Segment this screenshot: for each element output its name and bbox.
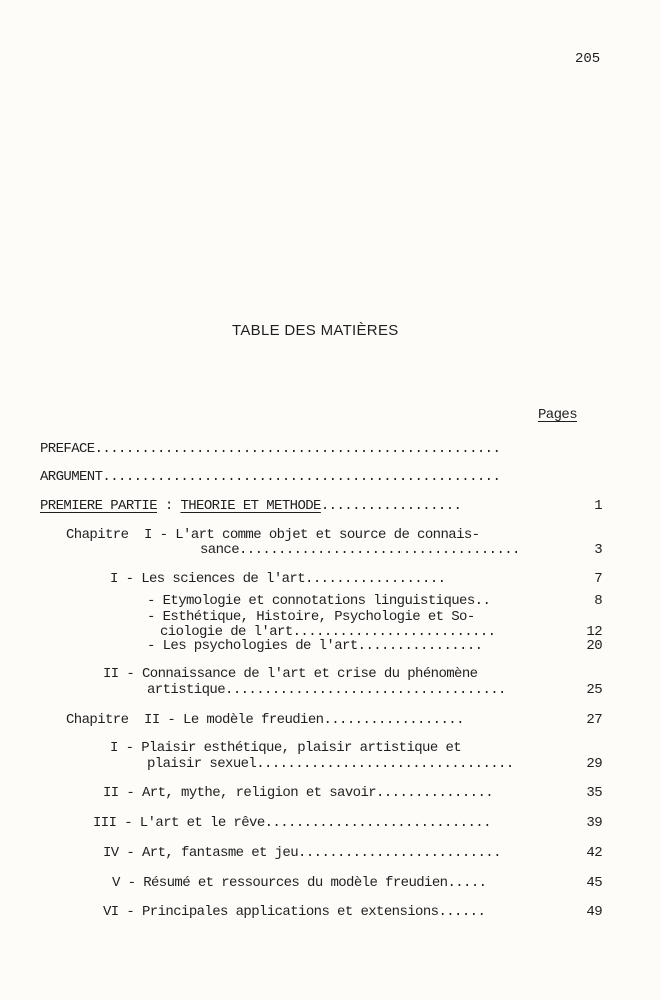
part-separator: :	[157, 498, 181, 514]
toc-page-number: 1	[594, 498, 602, 514]
toc-page-number: 35	[586, 785, 602, 801]
toc-page-number: 39	[586, 815, 602, 831]
toc-entry-chapter-2: Chapitre II - Le modèle freudien..................	[66, 712, 464, 728]
toc-page-number: 8	[594, 593, 602, 609]
toc-entry-preface: PREFACE....................................................	[40, 441, 501, 457]
toc-entry-subsection: - Etymologie et connotations linguistiques..	[147, 593, 491, 609]
toc-page-number: 42	[586, 845, 602, 861]
page-title: TABLE DES MATIÈRES	[232, 322, 399, 339]
toc-page-number: 12	[586, 624, 602, 640]
toc-entry-subsection: - Esthétique, Histoire, Psychologie et So-	[147, 609, 475, 625]
toc-entry-subsection: - Les psychologies de l'art................	[147, 638, 483, 654]
toc-page-number: 27	[586, 712, 602, 728]
toc-entry-section: III - L'art et le rêve.............................	[93, 815, 491, 831]
toc-entry-section-cont: plaisir sexuel.................................	[147, 756, 514, 772]
toc-page-number: 29	[586, 756, 602, 772]
toc-entry-subsection-cont: ciologie de l'art..........................	[160, 624, 496, 640]
toc-entry-section: IV - Art, fantasme et jeu..........................	[103, 845, 501, 861]
part-label: PREMIERE PARTIE	[40, 498, 158, 514]
toc-entry-section-2-cont: artistique....................................	[147, 682, 506, 698]
toc-entry-section-1: I - Les sciences de l'art..................	[110, 571, 446, 587]
pages-column-header: Pages	[538, 407, 578, 423]
toc-page-number: 45	[586, 875, 602, 891]
toc-entry-section-2: II - Connaissance de l'art et crise du phénomène	[103, 666, 478, 682]
toc-page-number: 49	[586, 904, 602, 920]
toc-entry-part-one	[40, 499, 461, 513]
toc-entry-section: II - Art, mythe, religion et savoir...............	[103, 785, 494, 801]
part-title: THEORIE ET METHODE	[180, 498, 321, 514]
toc-page-number: 7	[594, 571, 602, 587]
page-number: 205	[575, 51, 601, 67]
part-leader: ..................	[320, 498, 462, 514]
toc-entry-chapter-1-cont: sance....................................	[200, 542, 520, 558]
toc-entry-section: VI - Principales applications et extensions......	[103, 904, 486, 920]
toc-entry-chapter-1: Chapitre I - L'art comme objet et source de connais-	[66, 527, 480, 543]
toc-entry-section: V - Résumé et ressources du modèle freudien.....	[112, 875, 487, 891]
toc-page-number: 3	[594, 542, 602, 558]
toc-page-number: 20	[586, 638, 602, 654]
toc-entry-section: I - Plaisir esthétique, plaisir artistique et	[110, 740, 462, 756]
toc-entry-argument: ARGUMENT...................................................	[40, 469, 501, 485]
toc-page-number: 25	[586, 682, 602, 698]
